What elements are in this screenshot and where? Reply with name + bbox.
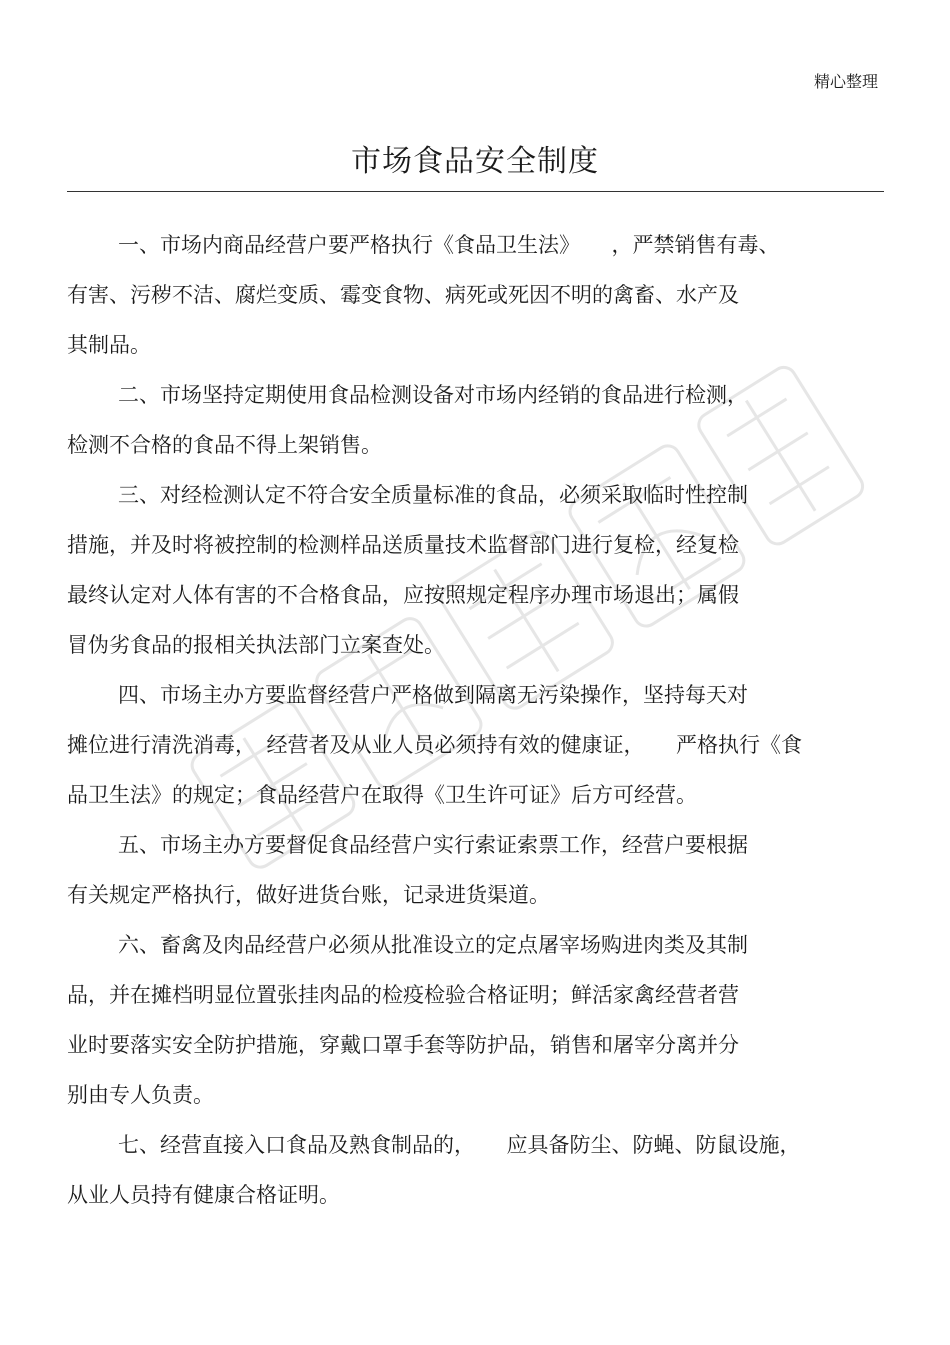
paragraph-3-line-2: 措施，并及时将被控制的检测样品送质量技术监督部门进行复检，经复检: [67, 533, 739, 557]
paragraph-4-line-2: 摊位进行清洗消毒， 经营者及从业人员必须持有效的健康证， 严格执行《食: [67, 733, 802, 757]
paragraph-7-line-2: 从业人员持有健康合格证明。: [67, 1183, 340, 1207]
paragraph-7-line-1: 七、经营直接入口食品及熟食制品的， 应具备防尘、防蝇、防鼠设施，: [118, 1133, 801, 1157]
paragraph-1-line-1: 一、市场内商品经营户要严格执行《食品卫生法》 ，严禁销售有毒、: [118, 233, 780, 257]
paragraph-6-line-1: 六、畜禽及肉品经营户必须从批准设立的定点屠宰场购进肉类及其制: [118, 933, 748, 957]
document-title: 市场食品安全制度: [351, 144, 599, 179]
paragraph-6-line-3: 业时要落实安全防护措施，穿戴口罩手套等防护品，销售和屠宰分离并分: [67, 1033, 739, 1057]
paragraph-1-line-3: 其制品。: [67, 333, 151, 357]
paragraph-3-line-1: 三、对经检测认定不符合安全质量标准的食品，必须采取临时性控制: [118, 483, 748, 507]
paragraph-5-line-1: 五、市场主办方要督促食品经营户实行索证索票工作，经营户要根据: [118, 833, 748, 857]
paragraph-4-line-1: 四、市场主办方要监督经营户严格做到隔离无污染操作，坚持每天对: [118, 683, 748, 707]
paragraph-6-line-4: 别由专人负责。: [67, 1083, 214, 1107]
header-note: 精心整理: [813, 72, 878, 91]
paragraph-5-line-2: 有关规定严格执行，做好进货台账，记录进货渠道。: [67, 883, 550, 907]
paragraph-4-line-3: 品卫生法》的规定；食品经营户在取得《卫生许可证》后方可经营。: [67, 783, 697, 807]
paragraph-2-line-2: 检测不合格的食品不得上架销售。: [67, 433, 382, 457]
paragraph-3-line-4: 冒伪劣食品的报相关执法部门立案查处。: [67, 633, 445, 657]
paragraph-6-line-2: 品，并在摊档明显位置张挂肉品的检疫检验合格证明；鲜活家禽经营者营: [67, 983, 739, 1007]
paragraph-3-line-3: 最终认定对人体有害的不合格食品，应按照规定程序办理市场退出；属假: [67, 583, 739, 607]
title-divider: [67, 191, 884, 192]
paragraph-2-line-1: 二、市场坚持定期使用食品检测设备对市场内经销的食品进行检测，: [118, 383, 748, 407]
paragraph-1-line-2: 有害、污秽不洁、腐烂变质、霉变食物、病死或死因不明的禽畜、水产及: [67, 283, 739, 307]
